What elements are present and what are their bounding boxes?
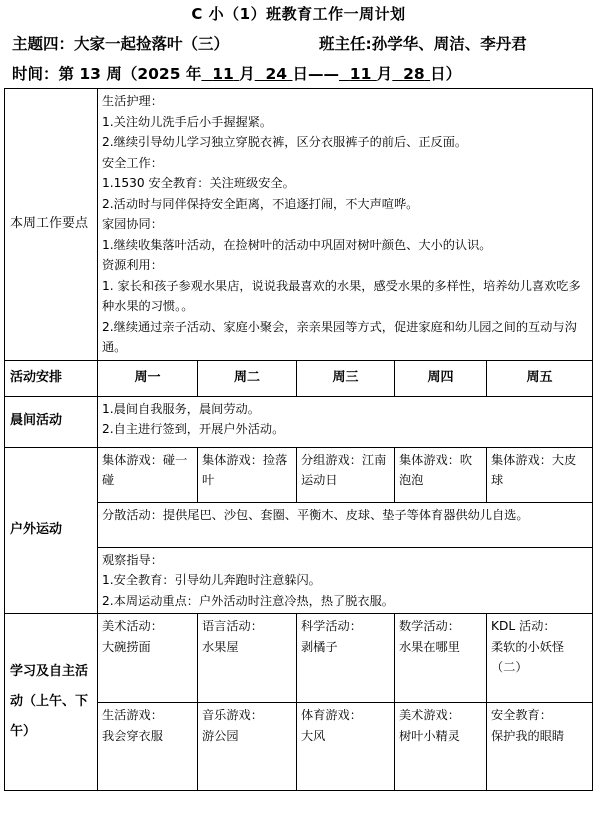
time-line: 时间：第 13 周（2025 年 11 月 24 日—— 11 月 28 日） — [12, 65, 462, 83]
learning-cell: 数学活动： 水果在哪里 — [395, 614, 487, 703]
observe-line: 观察指导： — [102, 552, 163, 567]
day-header: 周三 — [297, 360, 395, 396]
outdoor-label: 户外运动 — [5, 447, 98, 614]
focus-line: 资源利用： — [102, 258, 163, 272]
outdoor-game-cell: 集体游戏：碰一碰 — [98, 447, 198, 502]
start-day: 24 — [265, 65, 288, 83]
weekly-plan-table — [4, 88, 593, 791]
morning-content — [98, 396, 593, 447]
focus-line: 安全工作： — [102, 155, 163, 170]
focus-line: 2.继续引导幼儿学习独立穿脱衣裤，区分衣服裤子的前后、正反面。 — [102, 135, 468, 149]
learning-label: 学习及自主活动（上午、下午） — [5, 614, 98, 791]
outdoor-game-cell: 分组游戏：江南运动日 — [297, 447, 395, 502]
scattered-activity: 分散活动：提供尾巴、沙包、套圈、平衡木、皮球、垫子等体育器供幼儿自选。 — [98, 502, 593, 547]
day-header: 周五 — [487, 360, 593, 396]
observe-line: 1.安全教育：引导幼儿奔跑时注意躲闪。 — [102, 573, 321, 587]
morning-line: 2.自主进行签到，开展户外活动。 — [102, 422, 285, 436]
focus-content — [98, 89, 593, 361]
end-month: 11 — [349, 65, 372, 83]
outdoor-games-row — [5, 447, 593, 502]
morning-row — [5, 396, 593, 447]
header-line — [12, 32, 527, 54]
schedule-header-row — [5, 360, 593, 396]
start-month: 11 — [212, 65, 234, 83]
morning-label: 晨间活动 — [5, 396, 98, 447]
day-header: 周一 — [98, 360, 198, 396]
learning-cell: 科学活动： 剥橘子 — [297, 614, 395, 703]
outdoor-game-cell: 集体游戏：大皮球 — [487, 447, 593, 502]
learning-cell: 安全教育： 保护我的眼睛 — [487, 703, 593, 791]
learning-cell: 音乐游戏： 游公园 — [198, 703, 297, 791]
teachers-text: 班主任:孙学华、周洁、李丹君 — [319, 35, 527, 53]
outdoor-game-cell: 集体游戏：吹泡泡 — [395, 447, 487, 502]
learning-cell: 语言活动： 水果屋 — [198, 614, 297, 703]
focus-line: 1.1530 安全教育：关注班级安全。 — [102, 176, 295, 190]
day-header: 周四 — [395, 360, 487, 396]
observation-guide — [98, 547, 593, 614]
time-prefix: 时间：第 13 周（2025 年 — [12, 65, 202, 83]
learning-cell: KDL 活动： 柔软的小妖怪（二） — [487, 614, 593, 703]
focus-row — [5, 89, 593, 361]
focus-line: 1.关注幼儿洗手后小手握握紧。 — [102, 114, 273, 129]
focus-line: 生活护理： — [102, 94, 163, 108]
document-title: C 小（1）班教育工作一周计划 — [191, 5, 406, 23]
focus-line: 1.继续收集落叶活动，在捡树叶的活动中巩固对树叶颜色、大小的认识。 — [102, 237, 492, 252]
learning-row-1 — [5, 614, 593, 703]
focus-line: 2.继续通过亲子活动、家庭小聚会，亲亲果园等方式，促进家庭和幼儿园之间的互动与沟通。 — [102, 319, 577, 354]
observe-line: 2.本周运动重点：户外活动时注意冷热，热了脱衣服。 — [102, 593, 394, 608]
focus-line: 2.活动时与同伴保持安全距离，不追逐打闹，不大声喧哗。 — [102, 196, 419, 211]
end-day: 28 — [403, 65, 425, 83]
learning-cell: 生活游戏： 我会穿衣服 — [98, 703, 198, 791]
day-header: 周二 — [198, 360, 297, 396]
focus-label: 本周工作要点 — [5, 89, 98, 361]
schedule-label: 活动安排 — [5, 360, 98, 396]
focus-line: 家园协同： — [102, 217, 163, 231]
theme-text: 主题四：大家一起捡落叶（三） — [12, 35, 230, 53]
learning-cell: 美术游戏： 树叶小精灵 — [395, 703, 487, 791]
learning-cell: 体育游戏： 大风 — [297, 703, 395, 791]
learning-cell: 美术活动： 大碗捞面 — [98, 614, 198, 703]
outdoor-game-cell: 集体游戏：捡落叶 — [198, 447, 297, 502]
focus-line: 1. 家长和孩子参观水果店，说说我最喜欢的水果，感受水果的多样性，培养幼儿喜欢吃多种水果的习惯。。 — [102, 278, 581, 313]
morning-line: 1.晨间自我服务，晨间劳动。 — [102, 401, 260, 416]
